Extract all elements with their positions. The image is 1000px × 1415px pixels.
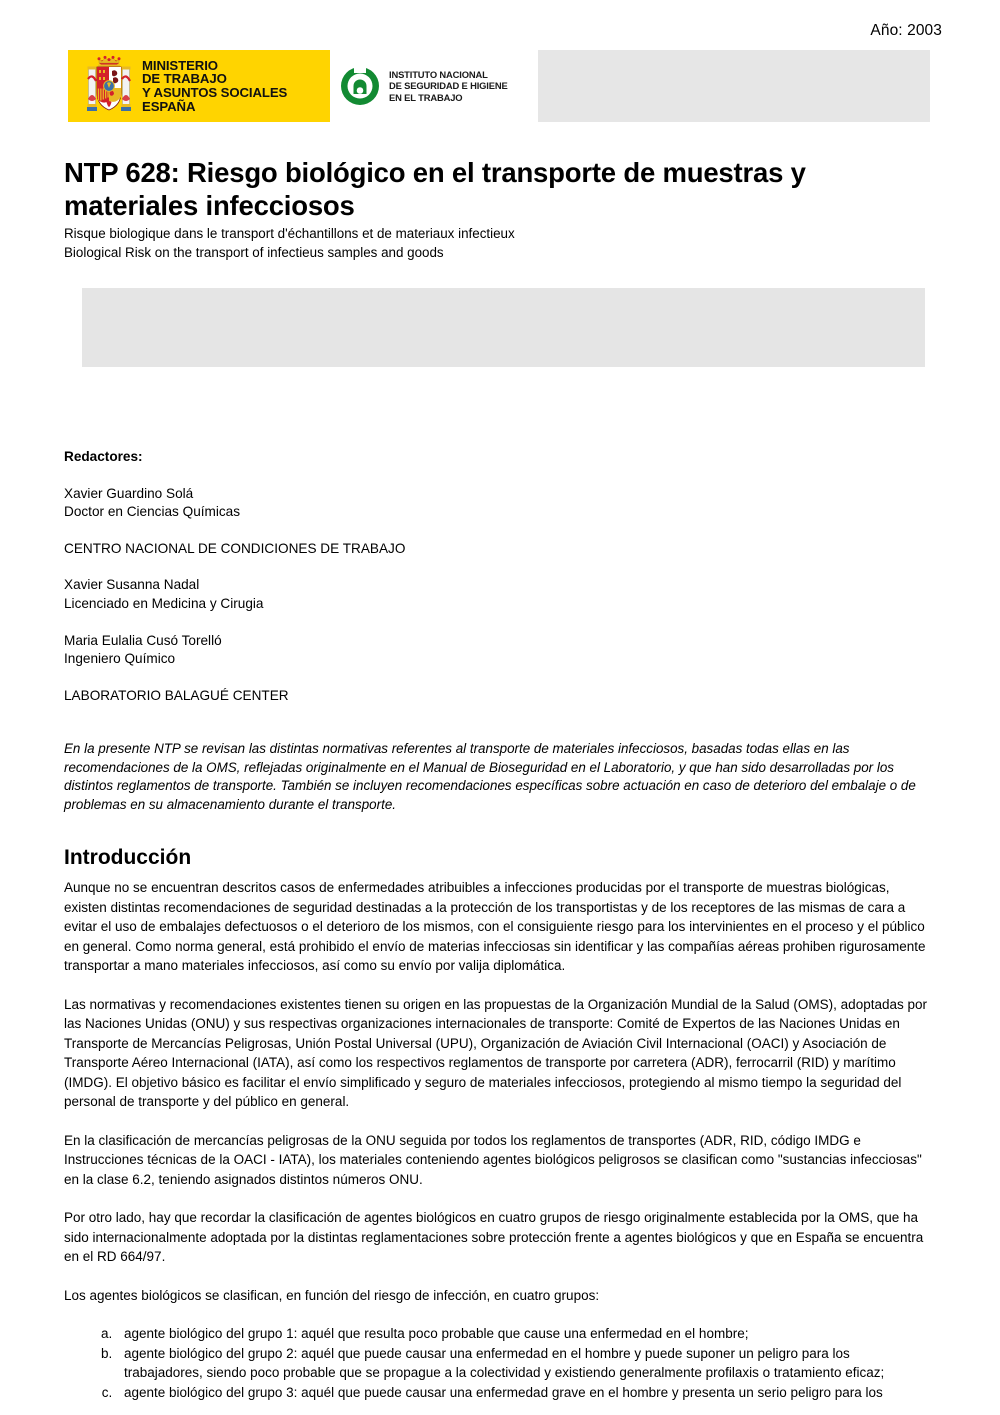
subtitle-english: Biological Risk on the transport of infectieus samples and goods [64,244,444,260]
paragraph: En la clasificación de mercancías peligrosas de la ONU seguida por todos los reglamentos de transportes (ADR, RID, código IMDG e Instrucciones técnicas de la OACI - IATA), los materiales conteniendo agentes biológicos peligrosos se clasifican como "sustancias infecciosas" en la clase 6.2, teniendo asignados distintos números ONU. [64,1132,922,1187]
figure-placeholder [82,288,925,367]
ministerio-line-2: DE TRABAJO [142,71,227,87]
insht-logo [330,50,538,122]
editor-entry-1 [64,485,764,522]
ministerio-logo-text [142,59,287,113]
ministerio-line-4: ESPAÑA [142,98,196,114]
editor-organization-1: CENTRO NACIONAL DE CONDICIONES DE TRABAJO [64,540,406,556]
introduction-body [64,878,930,1402]
editor-organization-2: LABORATORIO BALAGUÉ CENTER [64,687,289,703]
header-logo-band [68,50,930,122]
spanish-coat-of-arms-icon [86,55,132,117]
editor-entry-2 [64,576,764,613]
editor-credential: Licenciado en Medicina y Cirugia [64,595,264,611]
biological-agent-groups-list [64,1324,930,1402]
editor-credential: Ingeniero Químico [64,651,176,667]
editor-name: Xavier Guardino Solá [64,485,194,501]
subtitle-french: Risque biologique dans le transport d'échantillons et de materiaux infectieux [64,226,515,241]
insht-line-3: EN EL TRABAJO [389,91,463,103]
abstract-text: En la presente NTP se revisan las distintas normativas referentes al transporte de materiales infecciosos, basadas todas ellas en las recomendaciones de la OMS, reflejadas originalmente en el Manual de Bioseguridad en el Laboratorio, y que han sido desarrolladas por los distintos reglamentos de transporte. También se incluyen recomendaciones específicas sobre actuación en caso de deterioro del embalaje o de problemas en su almacenamiento durante el transporte. [64,741,916,812]
page-title: NTP 628: Riesgo biológico en el transporte de muestras y materiales infecciosos [64,157,806,222]
editor-credential: Doctor en Ciencias Químicas [64,504,241,520]
ministerio-line-1: MINISTERIO [142,57,218,73]
list-item: c. agente biológico del grupo 3: aquél que puede causar una enfermedad grave en el hombre y presenta un serio peligro para los [116,1383,930,1403]
ministerio-line-3: Y ASUNTOS SOCIALES [142,85,288,100]
editor-name: Maria Eulalia Cusó Torelló [64,632,222,648]
insht-line-2: DE SEGURIDAD E HIGIENE [389,80,508,92]
insht-green-circle-mark-icon [338,64,382,108]
section-heading-introduccion: Introducción [64,846,192,870]
editors-label: Redactores: [64,449,143,464]
ministerio-logo [68,50,330,122]
header-band-filler [538,50,930,122]
list-item: b. agente biológico del grupo 2: aquél que puede causar una enfermedad en el hombre y puede suponer un peligro para los trabajadores, siendo poco probable que se propague a la colectividad y existiendo generalmente profilaxis o tratamiento eficaz; [116,1344,930,1383]
paragraph: Las normativas y recomendaciones existentes tienen su origen en las propuestas de la Organización Mundial de la Salud (OMS), adoptadas por las Naciones Unidas (ONU) y sus respectivas organizaciones internacionales de transporte: Comité de Expertos de las Naciones Unidas en Transporte de Mercancías Peligrosas, Unión Postal Universal (UPU), Organización de Aviación Civil Internacional (OACI) y Asociación de Transporte Aéreo Internacional (IATA), así como los respectivos reglamentos de transporte por carretera (ADR), ferrocarril (RID) y marítimo (IMDG). El objetivo básico es facilitar el envío simplificado y seguro de materiales infecciosos, protegiendo al mismo tiempo la seguridad del personal de transporte y del público en general. [64,996,927,1109]
editors-block [64,448,764,723]
publication-year: Año: 2003 [870,22,942,39]
editor-name: Xavier Susanna Nadal [64,577,200,593]
insht-line-1: INSTITUTO NACIONAL [389,68,488,80]
paragraph: Aunque no se encuentran descritos casos de enfermedades atribuibles a infecciones producidas por el transporte de muestras biológicas, existen distintas recomendaciones de seguridad destinadas a la protección de los transportistas y de los receptores de las mismas de cara a evitar el uso de embalajes defectuosos o el deterioro de los mismos, con el consiguiente riesgo para los intervinientes en el proceso y el público en general. Como norma general, está prohibido el envío de materias infecciosas sin identificar y las compañías aéreas prohiben rigurosamente transportar a mano materiales infecciosos, así como su envío por valija diplomática. [64,880,926,973]
paragraph: Los agentes biológicos se clasifican, en función del riesgo de infección, en cuatro grupos: [64,1287,600,1303]
editor-entry-3 [64,632,764,669]
alternate-language-subtitles [64,225,924,262]
list-item: a. agente biológico del grupo 1: aquél que resulta poco probable que cause una enfermedad en el hombre; [116,1324,930,1344]
insht-logo-text [389,69,508,103]
paragraph: Por otro lado, hay que recordar la clasificación de agentes biológicos en cuatro grupos de riesgo originalmente establecida por la OMS, que ha sido internacionalmente adoptada por la distintas reglamentaciones sobre protección frente a agentes biológicos y que en España se encuentra en el RD 664/97. [64,1210,924,1264]
